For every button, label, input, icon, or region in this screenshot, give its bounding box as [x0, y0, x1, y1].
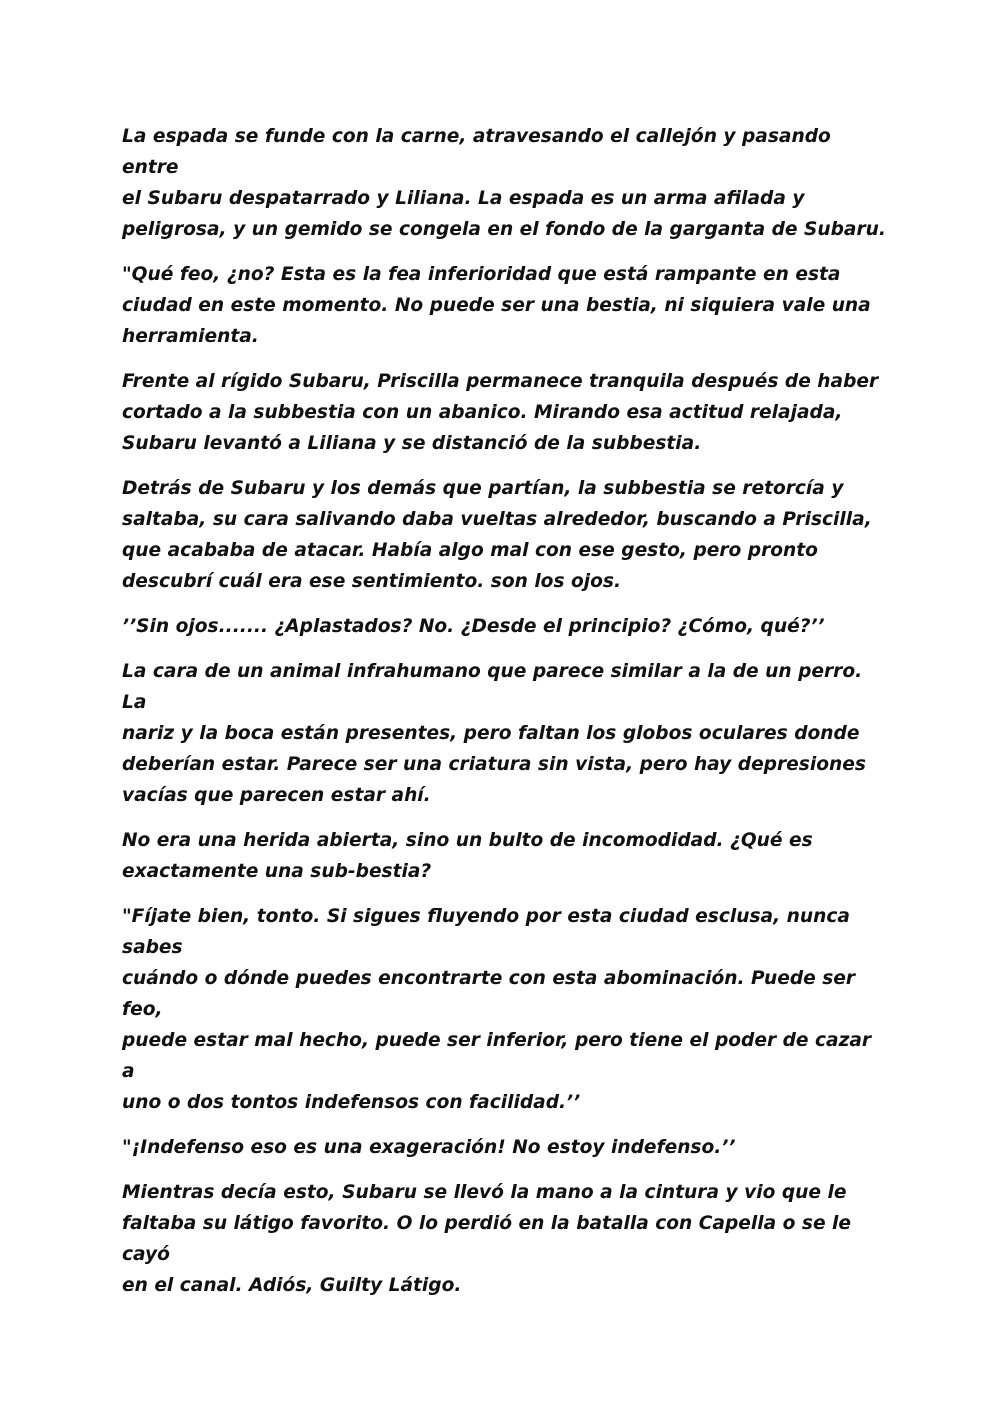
paragraph: Frente al rígido Subaru, Priscilla permanece tranquila después de haber cortado a la subbestia con un abanico. Mirando esa actitud relajada, Subaru levantó a Liliana y se distanció de la subbestia. — [122, 371, 879, 454]
paragraph: ’’Sin ojos....... ¿Aplastados? No. ¿Desde el principio? ¿Cómo, qué?’’ — [122, 616, 825, 637]
paragraph: "Qué feo, ¿no? Esta es la fea inferioridad que está rampante en esta ciudad en este momento. No puede ser una bestia, ni siquiera vale una herramienta. — [122, 264, 871, 347]
paragraph: "Fíjate bien, tonto. Si sigues fluyendo por esta ciudad esclusa, nunca sabes cuándo o dónde puedes encontrarte con esta abominación. Puede ser feo, puede estar mal hecho, puede ser inferior, pero tiene el poder de cazar a uno o dos tontos indefensos con facilidad.’’ — [122, 906, 872, 1113]
body-text — [122, 121, 890, 1315]
paragraph: La espada se funde con la carne, atravesando el callejón y pasando entre el Subaru despatarrado y Liliana. La espada es un arma afilada y peligrosa, y un gemido se congela en el fondo de la garganta de Subaru. — [122, 126, 886, 240]
paragraph: "¡Indefenso eso es una exageración! No estoy indefenso.’’ — [122, 1137, 736, 1158]
paragraph: Mientras decía esto, Subaru se llevó la mano a la cintura y vio que le faltaba su látigo favorito. O lo perdió en la batalla con Capella o se le cayó en el canal. Adiós, Guilty Látigo. — [122, 1182, 852, 1296]
paragraph: No era una herida abierta, sino un bulto de incomodidad. ¿Qué es exactamente una sub-bestia? — [122, 830, 813, 882]
paragraph: La cara de un animal infrahumano que parece similar a la de un perro. La nariz y la boca están presentes, pero faltan los globos oculares donde deberían estar. Parece ser una criatura sin vista, pero hay depresiones vacías que parecen estar ahí. — [122, 661, 866, 806]
paragraph: Detrás de Subaru y los demás que partían, la subbestia se retorcía y saltaba, su cara salivando daba vueltas alrededor, buscando a Priscilla, que acababa de atacar. Había algo mal con ese gesto, pero pronto descubrí cuál era ese sentimiento. son los ojos. — [122, 478, 872, 592]
